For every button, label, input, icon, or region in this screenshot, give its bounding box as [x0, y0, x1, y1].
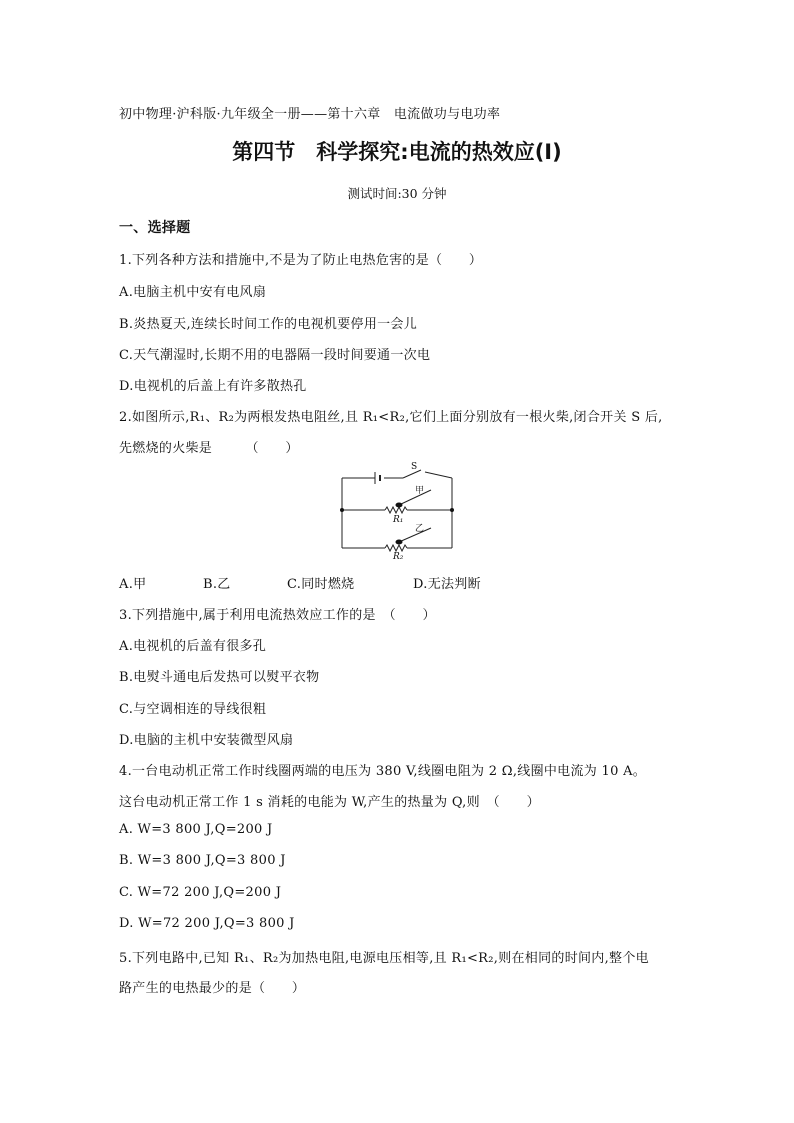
q1-option-d: D.电视机的后盖上有许多散热孔 [119, 379, 307, 394]
q2-stem-line2: 先燃烧的火柴是 （ ） [119, 441, 299, 456]
q3-stem: 3.下列措施中,属于利用电流热效应工作的是 （ ） [119, 608, 436, 623]
q1-option-a: A.电脑主机中安有电风扇 [119, 285, 267, 300]
wire-top-right [425, 472, 452, 478]
q2-option-d: D.无法判断 [413, 577, 481, 592]
q2-stem-line1: 2.如图所示,R₁、R₂为两根发热电阻丝,且 R₁<R₂,它们上面分别放有一根火柴,闭合开关 S 后, [119, 410, 663, 425]
q2-options [119, 573, 481, 592]
q3-option-c: C.与空调相连的导线很粗 [119, 702, 267, 717]
label-switch: S [411, 462, 418, 472]
q1-option-c: C.天气潮湿时,长期不用的电器隔一段时间要通一次电 [119, 348, 431, 363]
junction-right [450, 508, 454, 512]
q2-option-b: B.乙 [203, 577, 231, 592]
q3-option-d: D.电脑的主机中安装微型风扇 [119, 733, 294, 748]
q1-stem: 1.下列各种方法和措施中,不是为了防止电热危害的是（ ） [119, 253, 483, 268]
match-1-head [396, 503, 403, 508]
q4-option-c: C. W=72 200 J,Q=200 J [119, 885, 282, 900]
test-time: 测试时间:30 分钟 [347, 186, 447, 201]
q4-option-d: D. W=72 200 J,Q=3 800 J [119, 916, 295, 931]
q2-option-a: A.甲 [119, 577, 147, 592]
q4-option-a: A. W=3 800 J,Q=200 J [119, 822, 273, 837]
q4-stem-line2: 这台电动机正常工作 1 s 消耗的电能为 W,产生的热量为 Q,则 （ ） [119, 795, 540, 810]
label-match-1: 甲 [415, 486, 425, 496]
q4-option-b: B. W=3 800 J,Q=3 800 J [119, 853, 286, 868]
match-2-head [396, 540, 403, 545]
q4-stem-line1: 4.一台电动机正常工作时线圈两端的电压为 380 V,线圈电阻为 2 Ω,线圈中电流为 10 A。 [119, 764, 647, 779]
resistor-r1 [385, 507, 407, 513]
circuit-diagram [337, 460, 461, 560]
q3-option-b: B.电熨斗通电后发热可以熨平衣物 [119, 670, 320, 685]
label-r2: R₂ [393, 552, 404, 560]
resistor-r2 [385, 545, 407, 551]
q3-option-a: A.电视机的后盖有很多孔 [119, 639, 267, 654]
section-heading: 一、选择题 [119, 220, 191, 236]
q5-stem-line2: 路产生的电热最少的是（ ） [119, 981, 306, 996]
label-match-2: 乙 [415, 524, 425, 534]
page-title: 第四节 科学探究:电流的热效应(Ⅰ) [232, 140, 562, 164]
page-header: 初中物理·沪科版·九年级全一册——第十六章 电流做功与电功率 [119, 107, 501, 122]
q1-option-b: B.炎热夏天,连续长时间工作的电视机要停用一会儿 [119, 317, 418, 332]
q5-stem-line1: 5.下列电路中,已知 R₁、R₂为加热电阻,电源电压相等,且 R₁<R₂,则在相同的时间内,整个电 [119, 951, 649, 966]
q2-option-c: C.同时燃烧 [287, 577, 355, 592]
junction-left [340, 508, 344, 512]
label-r1: R₁ [393, 515, 404, 525]
